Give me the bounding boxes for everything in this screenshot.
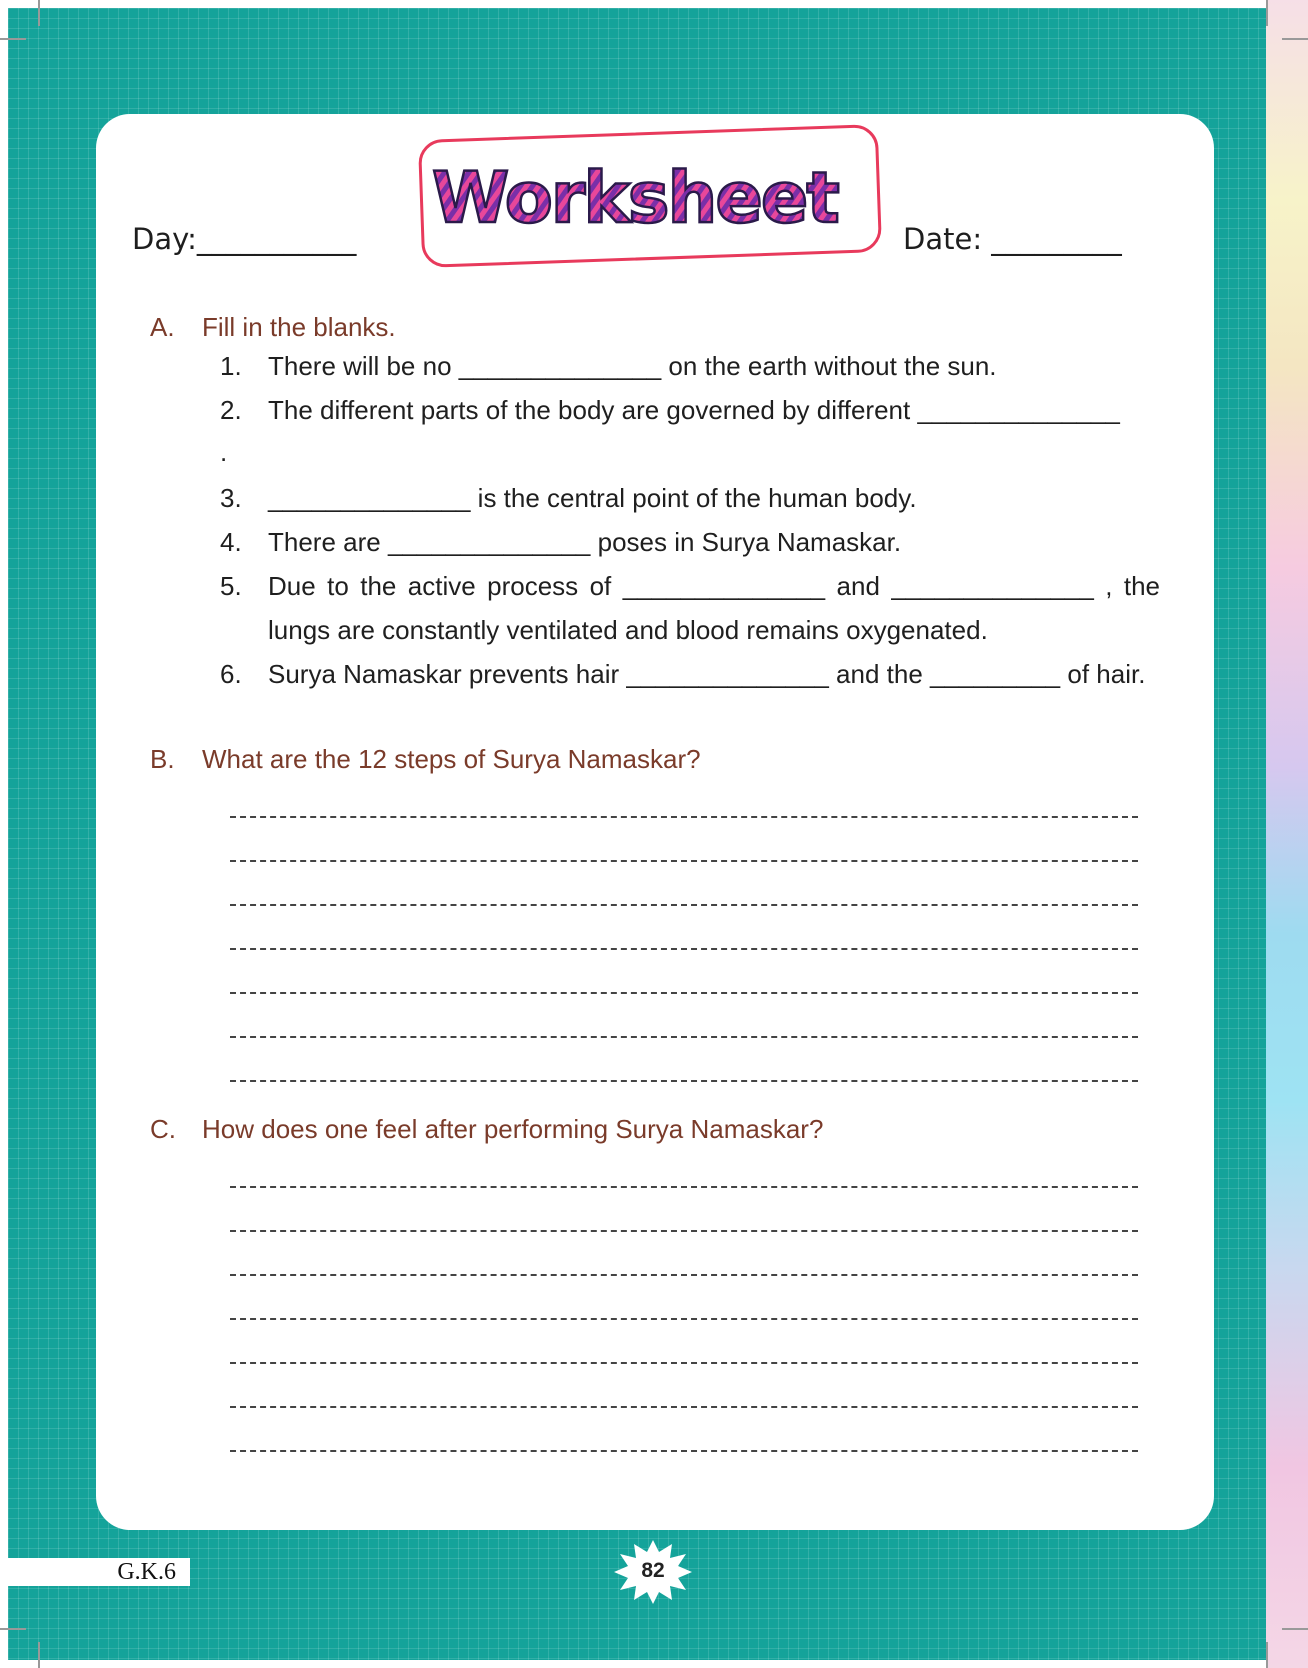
date-field[interactable]: Date: _________ bbox=[903, 222, 1122, 256]
answer-line[interactable] bbox=[230, 1080, 1138, 1082]
question-number: 4. bbox=[220, 527, 242, 557]
worksheet-logo bbox=[428, 148, 872, 244]
answer-line[interactable] bbox=[230, 1406, 1138, 1408]
crop-mark bbox=[1282, 38, 1308, 40]
question-number: 5. bbox=[220, 571, 242, 601]
section-b-heading bbox=[150, 744, 701, 775]
question-number: 6. bbox=[220, 659, 242, 689]
question-number: 2. bbox=[220, 395, 242, 425]
question-number: 3. bbox=[220, 483, 242, 513]
section-c-heading bbox=[150, 1114, 823, 1145]
question-continuation: . bbox=[220, 437, 228, 467]
section-c-letter: C. bbox=[150, 1114, 176, 1144]
crop-mark bbox=[1282, 1628, 1308, 1630]
answer-line[interactable] bbox=[230, 1450, 1138, 1452]
section-a-title: Fill in the blanks. bbox=[202, 312, 396, 342]
crop-mark bbox=[38, 0, 40, 26]
answer-line[interactable] bbox=[230, 1186, 1138, 1188]
question-text: lungs are constantly ventilated and blood remains oxygenated. bbox=[268, 615, 988, 645]
crop-mark bbox=[38, 1642, 40, 1668]
answer-line[interactable] bbox=[230, 860, 1138, 862]
answer-line[interactable] bbox=[230, 1318, 1138, 1320]
section-b-title: What are the 12 steps of Surya Namaskar? bbox=[202, 744, 701, 774]
answer-line[interactable] bbox=[230, 992, 1138, 994]
answer-line[interactable] bbox=[230, 1362, 1138, 1364]
crop-mark bbox=[1266, 1642, 1268, 1668]
crop-mark bbox=[1266, 0, 1268, 26]
book-code-label: G.K.6 bbox=[8, 1558, 190, 1586]
svg-text:Worksheet: Worksheet bbox=[432, 157, 838, 239]
section-c-title: How does one feel after performing Surya Namaskar? bbox=[202, 1114, 824, 1144]
question-text: There will be no ______________ on the earth without the sun. bbox=[268, 351, 997, 381]
section-b-letter: B. bbox=[150, 744, 175, 774]
question-text: There are ______________ poses in Surya Namaskar. bbox=[268, 527, 902, 557]
answer-line[interactable] bbox=[230, 1036, 1138, 1038]
question-text: Surya Namaskar prevents hair ______________ and the _________ of hair. bbox=[268, 659, 1146, 689]
question-text: ______________ is the central point of the human body. bbox=[268, 483, 917, 513]
question-text: The different parts of the body are governed by different ______________ bbox=[268, 395, 1120, 425]
answer-line[interactable] bbox=[230, 948, 1138, 950]
question-text: Due to the active process of ______________ and ______________ , the bbox=[268, 571, 1160, 601]
answer-line[interactable] bbox=[230, 1230, 1138, 1232]
page-number: 82 bbox=[641, 1559, 665, 1582]
section-a-heading bbox=[150, 312, 396, 343]
rainbow-edge-strip bbox=[1266, 0, 1308, 1668]
crop-mark bbox=[0, 1628, 26, 1630]
answer-line[interactable] bbox=[230, 816, 1138, 818]
answer-line[interactable] bbox=[230, 1274, 1138, 1276]
question-number: 1. bbox=[220, 351, 242, 381]
day-field[interactable]: Day:___________ bbox=[132, 222, 357, 256]
section-a-letter: A. bbox=[150, 312, 175, 342]
answer-line[interactable] bbox=[230, 904, 1138, 906]
crop-mark bbox=[0, 38, 26, 40]
